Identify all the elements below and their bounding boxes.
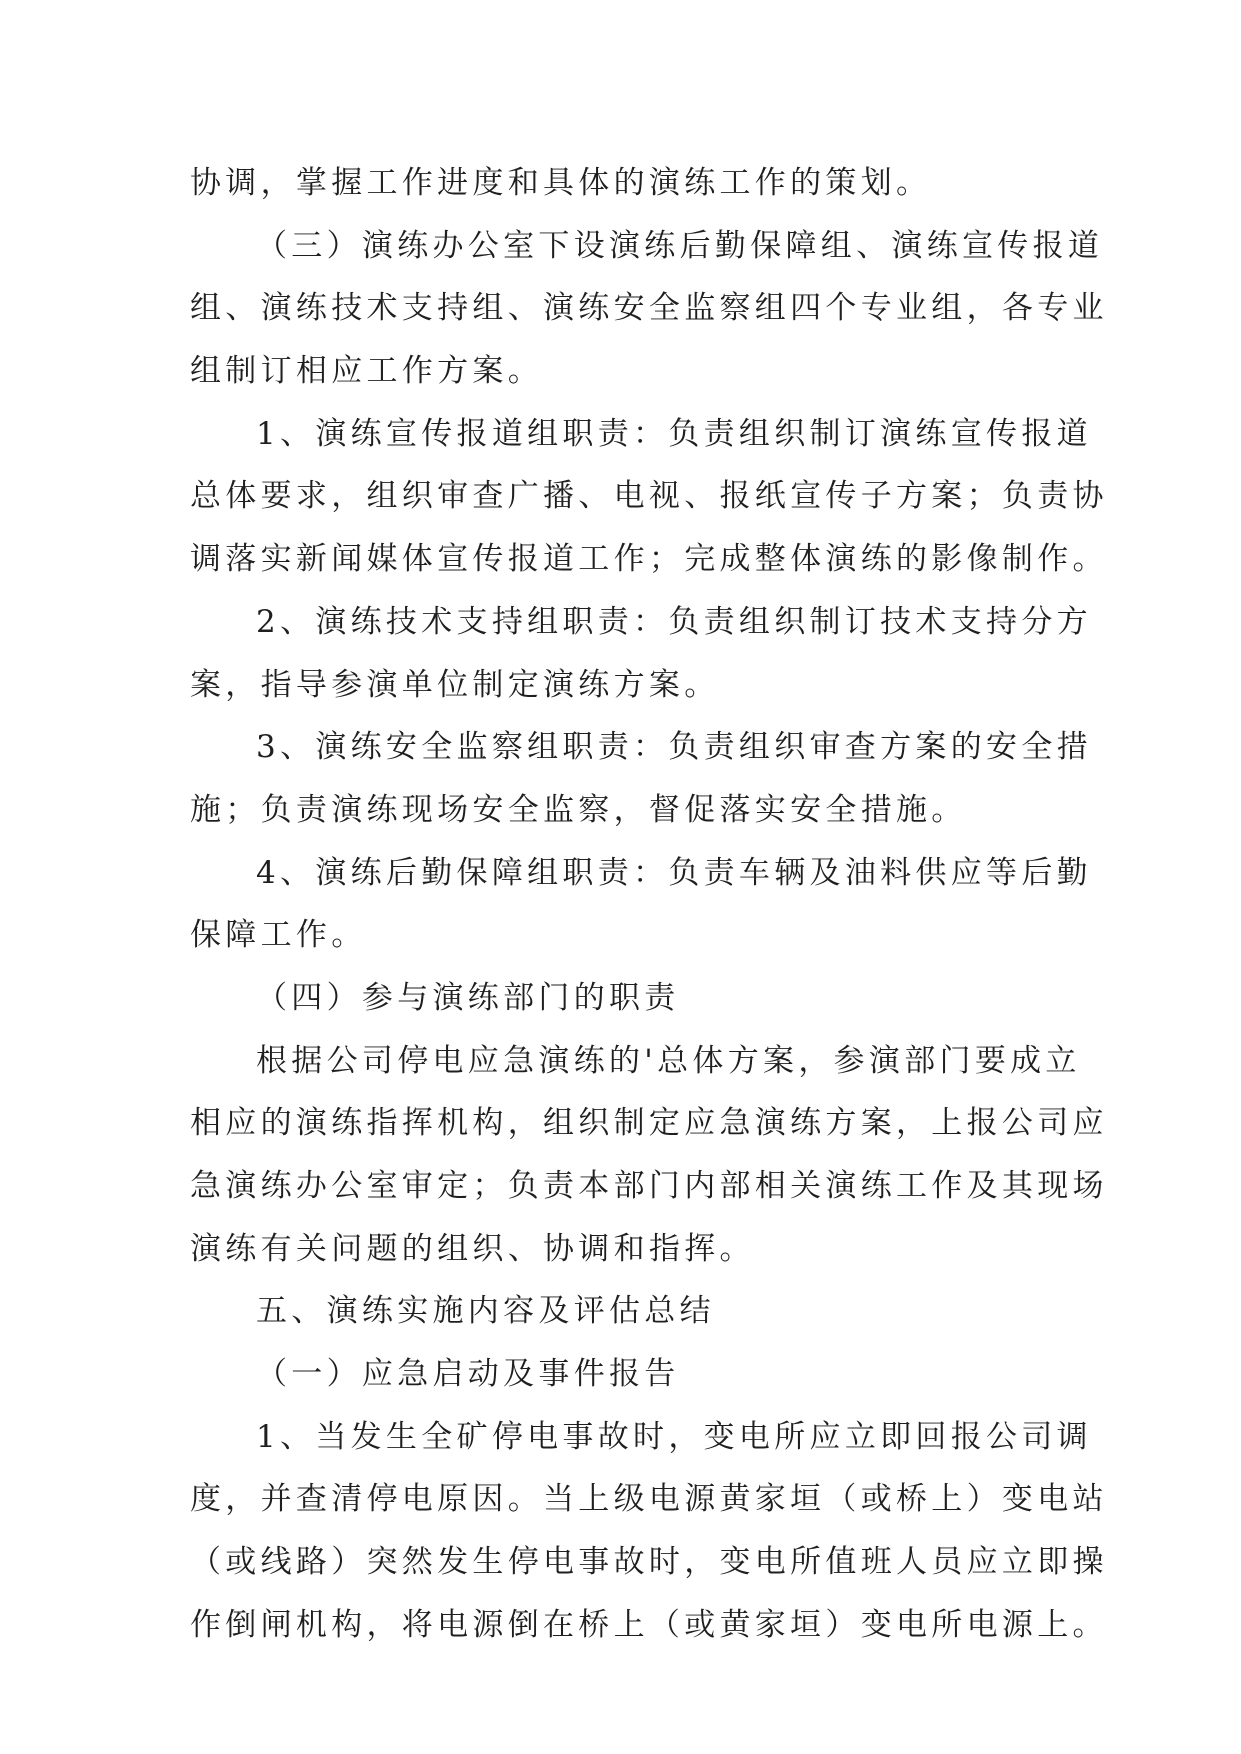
text-line: 调落实新闻媒体宣传报道工作；完成整体演练的影像制作。 — [190, 541, 1108, 578]
text-line: 组、演练技术支持组、演练安全监察组四个专业组，各专业 — [190, 290, 1108, 327]
text-line: 组制订相应工作方案。 — [190, 353, 543, 390]
text-line: （或线路）突然发生停电事故时，变电所值班人员应立即操 — [190, 1544, 1108, 1581]
text-line: 相应的演练指挥机构，组织制定应急演练方案，上报公司应 — [190, 1105, 1108, 1142]
text-line: 度，并查清停电原因。当上级电源黄家垣（或桥上）变电站 — [190, 1481, 1108, 1518]
text-line: 总体要求，组织审查广播、电视、报纸宣传子方案；负责协 — [190, 478, 1108, 515]
text-line: 演练有关问题的组织、协调和指挥。 — [190, 1230, 755, 1267]
text-line: 施；负责演练现场安全监察，督促落实安全措施。 — [190, 791, 967, 828]
text-line: 急演练办公室审定；负责本部门内部相关演练工作及其现场 — [190, 1168, 1108, 1204]
text-line: 2、演练技术支持组职责：负责组织制订技术支持分方 — [256, 603, 1092, 640]
text-line: 五、演练实施内容及评估总结 — [256, 1293, 715, 1330]
text-line: 1、演练宣传报道组职责：负责组织制订演练宣传报道 — [256, 415, 1092, 452]
text-line: 3、演练安全监察组职责：负责组织审查方案的安全措 — [256, 729, 1092, 766]
text-line: 1、当发生全矿停电事故时，变电所应立即回报公司调 — [256, 1418, 1092, 1455]
text-line: 4、演练后勤保障组职责：负责车辆及油料供应等后勤 — [256, 854, 1092, 891]
text-line: 协调，掌握工作进度和具体的演练工作的策划。 — [190, 165, 932, 201]
text-line: （三）演练办公室下设演练后勤保障组、演练宣传报道 — [256, 227, 1104, 264]
text-line: （一）应急启动及事件报告 — [256, 1356, 680, 1393]
text-line: 作倒闸机构，将电源倒在桥上（或黄家垣）变电所电源上。 — [190, 1606, 1108, 1643]
document-body — [190, 152, 1108, 1657]
text-line: （四）参与演练部门的职责 — [256, 979, 680, 1016]
text-line: 案，指导参演单位制定演练方案。 — [190, 666, 720, 703]
text-line: 根据公司停电应急演练的'总体方案，参演部门要成立 — [256, 1042, 1081, 1079]
text-line: 保障工作。 — [190, 917, 367, 954]
